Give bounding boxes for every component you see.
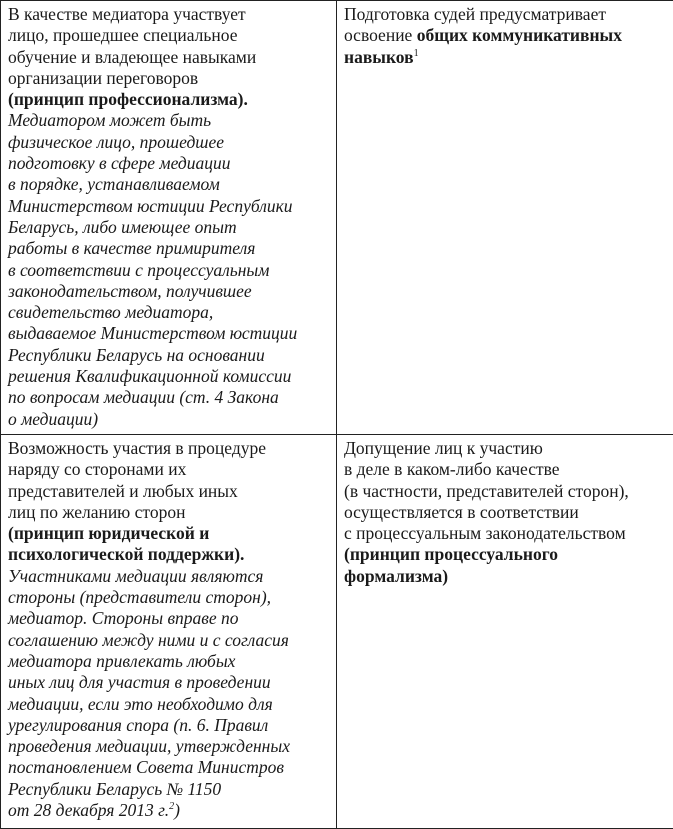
- legal-quote-line: медиатор. Стороны вправе по: [8, 608, 329, 629]
- legal-quote-line: выдаваемое Министерством юстиции: [8, 323, 329, 344]
- key-skill-term: общих коммуникативных: [417, 25, 622, 45]
- text-line: Допущение лиц к участию: [344, 438, 666, 459]
- legal-quote-line: соглашению между ними и с согласия: [8, 630, 329, 651]
- legal-quote-line: решения Квалификационной комиссии: [8, 366, 329, 387]
- procedural-formalism-cell: [337, 434, 673, 828]
- mediation-professionalism-cell: [1, 1, 337, 435]
- text-line: наряду со сторонами их: [8, 459, 329, 480]
- legal-quote-line: Республики Беларусь на основании: [8, 345, 329, 366]
- table-row: [1, 434, 673, 828]
- key-skill-term: навыков: [344, 47, 414, 67]
- footnote-marker[interactable]: 1: [414, 48, 419, 59]
- legal-quote-line: стороны (представители сторон),: [8, 587, 329, 608]
- text-line: представителей и любых иных: [8, 481, 329, 502]
- footnote-marker[interactable]: 2: [169, 801, 174, 812]
- text-line: организации переговоров: [8, 68, 329, 89]
- legal-quote-line: о медиации): [8, 409, 329, 430]
- legal-quote-line: Участниками медиации являются: [8, 566, 329, 587]
- text-line: лиц по желанию сторон: [8, 502, 329, 523]
- legal-quote-line: [8, 800, 329, 821]
- legal-quote-line: законодательством, получившее: [8, 281, 329, 302]
- text-line: Подготовка судей предусматривает: [344, 4, 666, 25]
- text-fragment: ): [174, 800, 180, 820]
- text-line: обучение и владеющее навыками: [8, 47, 329, 68]
- legal-quote-line: физическое лицо, прошедшее: [8, 132, 329, 153]
- mediation-participation-cell: [1, 434, 337, 828]
- text-line: лицо, прошедшее специальное: [8, 25, 329, 46]
- legal-quote-line: работы в качестве примирителя: [8, 238, 329, 259]
- text-line: в деле в каком-либо качестве: [344, 459, 666, 480]
- legal-quote-line: подготовку в сфере медиации: [8, 153, 329, 174]
- principle-label: формализма): [344, 566, 666, 587]
- legal-quote-line: урегулирования спора (п. 6. Правил: [8, 715, 329, 736]
- table-row: [1, 1, 673, 435]
- text-line: [344, 25, 666, 46]
- text-line: (в частности, представителей сторон),: [344, 481, 666, 502]
- text-fragment: освоение: [344, 25, 417, 45]
- legal-quote-line: Министерством юстиции Республики: [8, 196, 329, 217]
- text-line: [344, 47, 666, 68]
- legal-quote-line: в соответствии с процессуальным: [8, 260, 329, 281]
- legal-quote-line: иных лиц для участия в проведении: [8, 672, 329, 693]
- principle-label: (принцип профессионализма).: [8, 89, 329, 110]
- text-line: В качестве медиатора участвует: [8, 4, 329, 25]
- legal-quote-line: медиации, если это необходимо для: [8, 694, 329, 715]
- text-line: с процессуальным законодательством: [344, 523, 666, 544]
- legal-quote-line: по вопросам медиации (ст. 4 Закона: [8, 387, 329, 408]
- legal-quote-line: проведения медиации, утвержденных: [8, 736, 329, 757]
- legal-quote-line: Медиатором может быть: [8, 110, 329, 131]
- legal-quote-line: медиатора привлекать любых: [8, 651, 329, 672]
- legal-quote-line: свидетельство медиатора,: [8, 302, 329, 323]
- text-line: Возможность участия в процедуре: [8, 438, 329, 459]
- judges-training-cell: [337, 1, 673, 435]
- legal-quote-line: Республики Беларусь № 1150: [8, 779, 329, 800]
- principle-label: психологической поддержки).: [8, 544, 329, 565]
- text-fragment: от 28 декабря 2013 г.: [8, 800, 169, 820]
- legal-quote-line: в порядке, устанавливаемом: [8, 174, 329, 195]
- principle-label: (принцип процессуального: [344, 544, 666, 565]
- legal-quote-line: постановлением Совета Министров: [8, 757, 329, 778]
- text-line: осуществляется в соответствии: [344, 502, 666, 523]
- principle-label: (принцип юридической и: [8, 523, 329, 544]
- legal-quote-line: Беларусь, либо имеющее опыт: [8, 217, 329, 238]
